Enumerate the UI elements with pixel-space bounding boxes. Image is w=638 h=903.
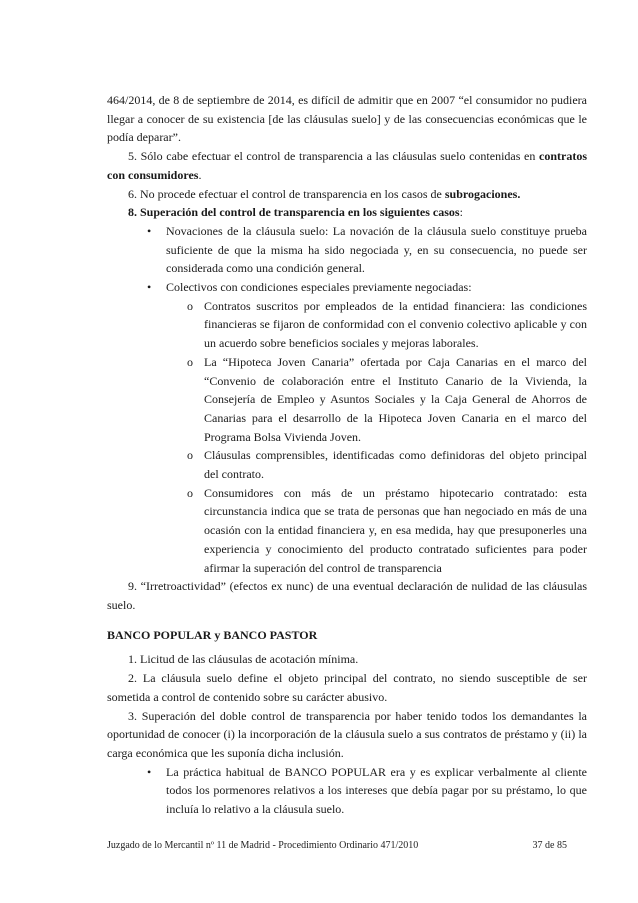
list-item: • Novaciones de la cláusula suelo: La novación de la cláusula suelo constituye prueba suficiente de que la misma ha sido negociada y, en su consecuencia, no puede ser considerada como una condición general. [147, 223, 587, 276]
circle-bullet-icon: o [187, 298, 193, 313]
bullet-list [107, 763, 587, 819]
section-heading: BANCO POPULAR y BANCO PASTOR [107, 627, 318, 642]
paragraph-item-3: 3. Superación del doble control de transparencia por haber tenido todos los demandantes la oportunidad de conocer (i) la incorporación de la cláusula suelo a sus contratos de préstamo y (ii) la carga económica que les suponía dicha inclusión. [107, 708, 587, 760]
paragraph-item-8: 8. Superación del control de transparencia en los siguientes casos: [128, 205, 463, 220]
paragraph-continuation: 464/2014, de 8 de septiembre de 2014, es difícil de admitir que en 2007 “el consumidor no pudiera llegar a conocer de su existencia [de las cláusulas suelo] y de las consecuencias económicas que le podía deparar”. [107, 93, 587, 145]
sub-list-item: o Consumidores con más de un préstamo hipotecario contratado: esta circunstancia indica que se trata de personas que han negociado en más de una ocasión con la entidad financiera y, en esa medida, hay que presuponerles una experiencia y conocimiento del producto contratado suficientes para poder afirmar la superación del control de transparencia [187, 485, 587, 575]
page-number: 37 de 85 [532, 840, 567, 851]
circle-bullet-icon: o [187, 485, 193, 500]
paragraph-item-9: 9. “Irretroactividad” (efectos ex nunc) de una eventual declaración de nulidad de las cláusulas suelo. [107, 579, 587, 612]
paragraph-item-5: 5. Sólo cabe efectuar el control de transparencia a las cláusulas suelo contenidas en contratos con consumidores. [107, 149, 587, 182]
bold-phrase: 8. Superación del control de transparencia en los siguientes casos [128, 205, 460, 220]
sub-list-item: o La “Hipoteca Joven Canaria” ofertada por Caja Canarias en el marco del “Convenio de colaboración entre el Instituto Canario de la Vivienda, la Consejería de Empleo y Asuntos Sociales y la Caja General de Ahorros de Canarias para el desarrollo de la Hipoteca Joven Canaria en el marco del Programa Bolsa Vivienda Joven. [187, 354, 587, 444]
bullet-icon: • [147, 223, 152, 238]
sub-list [107, 297, 587, 578]
bold-phrase: contratos con consumidores [107, 149, 587, 182]
circle-bullet-icon: o [187, 354, 193, 369]
paragraph-item-1: 1. Licitud de las cláusulas de acotación mínima. [128, 652, 359, 667]
paragraph-item-6: 6. No procede efectuar el control de transparencia en los casos de subrogaciones. [128, 186, 521, 201]
list-item: • Colectivos con condiciones especiales previamente negociadas: [107, 278, 587, 297]
bullet-list [107, 222, 587, 297]
list-item: • La práctica habitual de BANCO POPULAR era y es explicar verbalmente al cliente todos los pormenores relativos a los intereses que debía pagar por su préstamo, lo que incluía lo relativo a la cláusula suelo. [147, 764, 587, 817]
sub-list-item: o Contratos suscritos por empleados de la entidad financiera: las condiciones financieras se fijaron de conformidad con el convenio colectivo aplicable y con un acuerdo sobre beneficios sociales y mejoras laborales. [187, 298, 587, 351]
bold-phrase: subrogaciones. [444, 186, 521, 201]
paragraph-item-2: 2. La cláusula suelo define el objeto principal del contrato, no siendo susceptible de ser sometida a control de contenido sobre su carácter abusivo. [107, 671, 587, 704]
sub-list-item: o Cláusulas comprensibles, identificadas como definidoras del objeto principal del contrato. [187, 448, 587, 482]
bullet-icon: • [147, 764, 152, 779]
circle-bullet-icon: o [187, 448, 193, 463]
document-body [107, 91, 587, 819]
bullet-icon: • [147, 280, 152, 295]
footer-court: Juzgado de lo Mercantil nº 11 de Madrid - Procedimiento Ordinario 471/2010 [107, 840, 419, 851]
